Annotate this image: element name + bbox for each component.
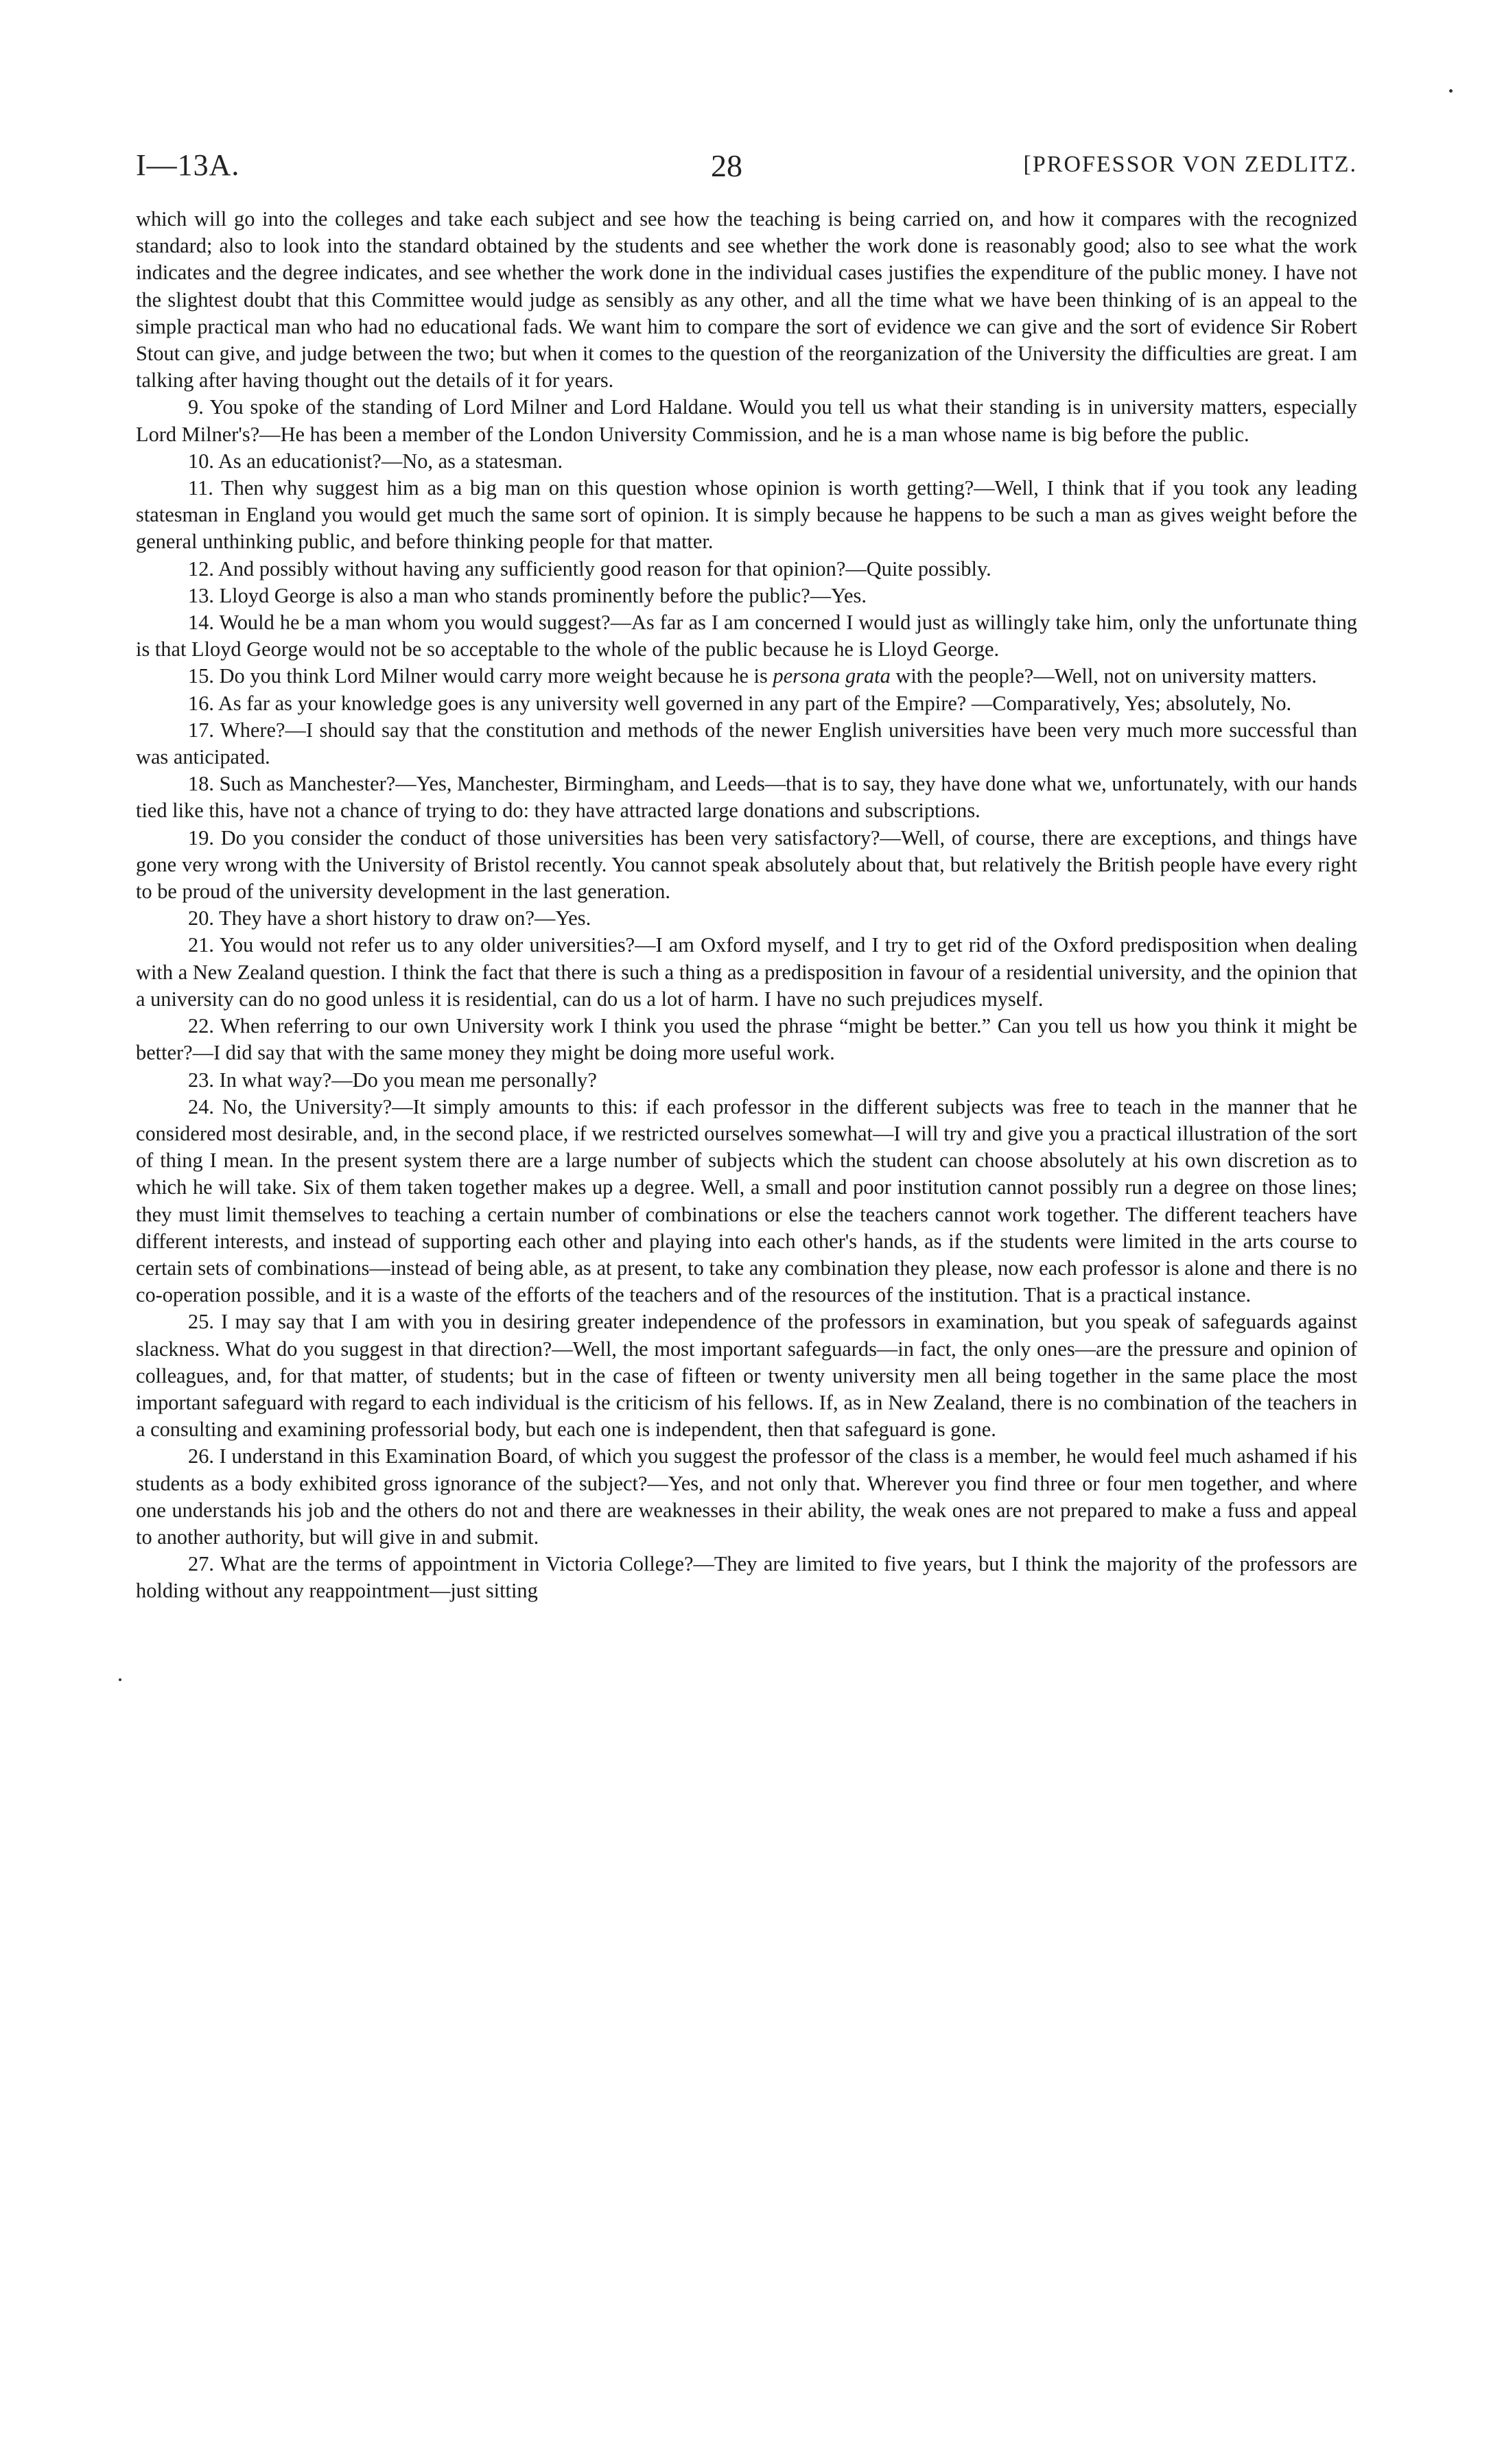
question-27: 27. What are the terms of appointment in Victoria College?—They are limited to five years, but I think the majority of the professors are holding without any reappointment—just sitting xyxy=(136,1552,1357,1603)
question-15-italic: persona grata xyxy=(773,664,891,688)
document-reference: I—13A. xyxy=(136,148,240,182)
question-16: 16. As far as your knowledge goes is any university well governed in any part of the Empire? —Comparatively, Yes; absolutely, No. xyxy=(188,691,1292,715)
print-speck xyxy=(1449,89,1453,93)
question-15-after: with the people?—Well, not on university matters. xyxy=(890,664,1317,688)
question-18: 18. Such as Manchester?—Yes, Manchester, Birmingham, and Leeds—that is to say, they have done what we, unfortunately, with our hands tied like this, have not a chance of trying to do: they have attracted large donations and subscriptions. xyxy=(136,772,1357,823)
question-17: 17. Where?—I should say that the constitution and methods of the newer English universities have been very much more successful than was anticipated. xyxy=(136,718,1357,769)
body-text xyxy=(136,206,1357,1605)
question-15 xyxy=(136,663,1357,690)
question-22: 22. When referring to our own University work I think you used the phrase “might be better.” Can you tell us how you think it might be better?—I did say that with the same money they might be doing more useful work. xyxy=(136,1014,1357,1065)
page-header xyxy=(136,148,1357,196)
question-21: 21. You would not refer us to any older universities?—I am Oxford myself, and I try to get rid of the Oxford predisposition when dealing with a New Zealand question. I think the fact that there is such a thing as a predisposition in favour of a residential university, and the opinion that a university can do no good unless it is residential, can do us a lot of harm. I have no such prejudices myself. xyxy=(136,933,1357,1011)
question-13: 13. Lloyd George is also a man who stands prominently before the public?—Yes. xyxy=(188,583,867,607)
witness-name: [PROFESSOR VON ZEDLITZ. xyxy=(1023,152,1357,177)
question-25: 25. I may say that I am with you in desiring greater independence of the professors in examination, but you speak of safeguards against slackness. What do you suggest in that direction?—Well, the most important safeguards—in fact, the only ones—are the pressure and opinion of colleagues, and, for that matter, of students; but in the case of fifteen or twenty university men all being together in the same place the most important safeguard with regard to each individual is the criticism of his fellows. If, as in New Zealand, there is no combination of the teachers in a consulting and examining professorial body, but each one is independent, then that safeguard is gone. xyxy=(136,1310,1357,1442)
page-number: 28 xyxy=(711,148,742,183)
question-11: 11. Then why suggest him as a big man on this question whose opinion is worth getting?—Well, I think that if you took any leading statesman in England you would get much the same sort of opinion. It is simply because he happens to be such a man as gives weight before the general unthinking public, and before thinking people for that matter. xyxy=(136,476,1357,554)
question-26: 26. I understand in this Examination Board, of which you suggest the professor of the class is a member, he would feel much ashamed if his students as a body exhibited gross ignorance of the subject?—Yes, and not only that. Wherever you find three or four men together, and where one understands his job and the others do not and there are weaknesses in their ability, the weak ones are not prepared to make a fuss and appeal to another authority, but will give in and submit. xyxy=(136,1444,1357,1549)
question-24: 24. No, the University?—It simply amounts to this: if each professor in the different subjects was free to teach in the manner that he considered most desirable, and, in the second place, if we restricted ourselves somewhat—I will try and give you a practical illustration of the sort of thing I mean. In the present system there are a large number of subjects which the student can choose absolutely at his own discretion as to which he will take. Six of them taken together makes up a degree. Well, a small and poor institution cannot possibly run a degree on those lines; they must limit themselves to teaching a certain number of combinations or else the teachers cannot work together. The different teachers have different interests, and instead of supporting each other and playing into each other's hands, as if the students were limited in the arts course to certain sets of combinations—instead of being able, as at present, to take any combination they please, now each professor is alone and there is no co-operation possible, and it is a waste of the efforts of the teachers and of the resources of the institution. That is a practical instance. xyxy=(136,1094,1357,1307)
question-12: 12. And possibly without having any sufficiently good reason for that opinion?—Quite possibly. xyxy=(188,556,991,580)
question-9: 9. You spoke of the standing of Lord Milner and Lord Haldane. Would you tell us what their standing is in university matters, especially Lord Milner's?—He has been a member of the London University Commission, and he is a man whose name is big before the public. xyxy=(136,395,1357,446)
question-20: 20. They have a short history to draw on?—Yes. xyxy=(188,906,591,930)
question-10: 10. As an educationist?—No, as a statesman. xyxy=(188,449,563,473)
question-23: 23. In what way?—Do you mean me personally? xyxy=(188,1068,597,1092)
paragraph-continuation: which will go into the colleges and take each subject and see how the teaching is being carried on, and how it compares with the recognized standard; also to look into the standard obtained by the students and see whether the work done is reasonably good; also to see what the work indicates and the degree indicates, and see whether the work done in the individual cases justifies the expenditure of the public money. I have not the slightest doubt that this Committee would judge as sensibly as any other, and all the time what we have been thinking of is an appeal to the simple practical man who had no educational fads. We want him to compare the sort of evidence we can give and the sort of evidence Sir Robert Stout can give, and judge between the two; but when it comes to the question of the reorganization of the University the difficulties are great. I am talking after having thought out the details of it for years. xyxy=(136,207,1357,392)
print-speck xyxy=(119,1678,121,1681)
question-14: 14. Would he be a man whom you would suggest?—As far as I am concerned I would just as willingly take him, only the unfortunate thing is that Lloyd George would not be so acceptable to the whole of the public because he is Lloyd George. xyxy=(136,611,1357,661)
question-15-before: 15. Do you think Lord Milner would carry more weight because he is xyxy=(188,664,773,688)
question-19: 19. Do you consider the conduct of those universities has been very satisfactory?—Well, of course, there are exceptions, and things have gone very wrong with the University of Bristol recently. You cannot speak absolutely about that, but relatively the British people have every right to be proud of the university development in the last generation. xyxy=(136,825,1357,904)
